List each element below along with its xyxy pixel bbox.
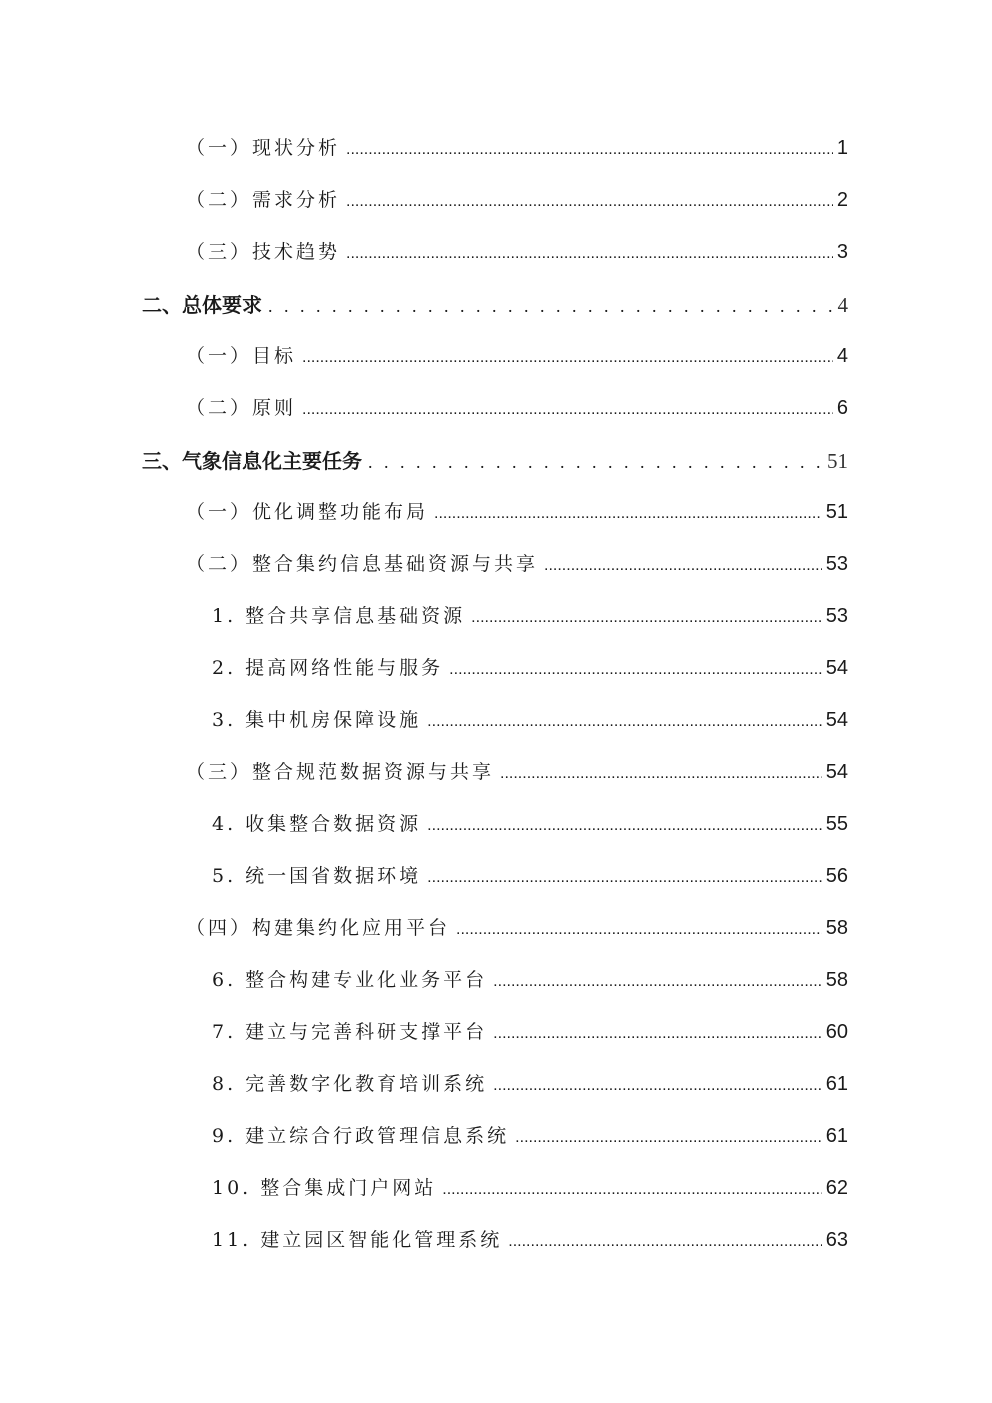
dot-leader (471, 609, 822, 627)
toc-entry-page: 58 (825, 917, 848, 939)
toc-subentry[interactable] (212, 1121, 848, 1148)
toc-entry-label: （二）整合集约信息基础资源与共享 (186, 553, 539, 575)
toc-chapter-page: 51 (827, 449, 848, 473)
dot-leader (493, 1077, 822, 1095)
toc-subentry[interactable] (212, 1173, 848, 1200)
toc-chapter-page: 4 (837, 293, 848, 317)
toc-subentry-page: 63 (825, 1229, 848, 1251)
dot-leader (456, 921, 822, 939)
toc-subentry-label: 9. 建立综合行政管理信息系统 (212, 1125, 510, 1147)
toc-entry-label: （一）优化调整功能布局 (186, 501, 429, 523)
toc-entry-label: （二）需求分析 (186, 189, 341, 211)
toc-entry-page: 54 (825, 761, 848, 783)
toc-chapter-label: 二、总体要求 (142, 293, 262, 317)
toc-entry-page: 2 (836, 189, 848, 211)
toc-entry-page: 4 (836, 345, 848, 367)
toc-subentry-page: 54 (825, 657, 848, 679)
dot-leader (427, 869, 822, 887)
toc-entry[interactable] (186, 497, 848, 524)
toc-entry-label: （三）整合规范数据资源与共享 (186, 761, 495, 783)
toc-subentry-label: 10. 整合集成门户网站 (212, 1177, 437, 1199)
toc-entry[interactable] (186, 237, 848, 264)
dot-leader (493, 1025, 822, 1043)
dot-leader (427, 817, 822, 835)
toc-subentry[interactable] (212, 1225, 848, 1252)
toc-entry[interactable] (186, 757, 848, 784)
toc-subentry-page: 55 (825, 813, 848, 835)
toc-subentry-page: 61 (825, 1125, 848, 1147)
dot-leader (544, 557, 822, 575)
toc-subentry-page: 61 (825, 1073, 848, 1095)
toc-subentry[interactable] (212, 965, 848, 992)
toc-entry-page: 51 (825, 501, 848, 523)
dot-leader (449, 661, 822, 679)
dot-leader (493, 973, 822, 991)
toc-entry-label: （一）目标 (186, 345, 297, 367)
toc-subentry-label: 3. 集中机房保障设施 (212, 709, 422, 731)
toc-entry-label: （一）现状分析 (186, 137, 341, 159)
toc-subentry[interactable] (212, 705, 848, 732)
toc-subentry[interactable] (212, 1017, 848, 1044)
toc-subentry-page: 53 (825, 605, 848, 627)
dot-leader (368, 452, 823, 473)
toc-entry[interactable] (186, 341, 848, 368)
toc-subentry[interactable] (212, 653, 848, 680)
dot-leader (302, 349, 833, 367)
toc-subentry-label: 7. 建立与完善科研支撑平台 (212, 1021, 488, 1043)
toc-subentry[interactable] (212, 601, 848, 628)
toc-entry-page: 6 (836, 397, 848, 419)
toc-subentry-page: 56 (825, 865, 848, 887)
toc-subentry[interactable] (212, 1069, 848, 1096)
dot-leader (515, 1129, 822, 1147)
toc-subentry-page: 58 (825, 969, 848, 991)
toc-entry-page: 3 (836, 241, 848, 263)
toc-subentry[interactable] (212, 809, 848, 836)
toc-entry-label: （三）技术趋势 (186, 241, 341, 263)
toc-chapter-label: 三、气象信息化主要任务 (142, 449, 362, 473)
toc-subentry-page: 60 (825, 1021, 848, 1043)
dot-leader (268, 296, 834, 317)
toc-entry[interactable] (186, 133, 848, 160)
toc-subentry[interactable] (212, 861, 848, 888)
toc-subentry-label: 6. 整合构建专业化业务平台 (212, 969, 488, 991)
dot-leader (434, 505, 822, 523)
dot-leader (508, 1233, 821, 1251)
toc-chapter[interactable] (142, 289, 848, 318)
toc-entry-page: 1 (836, 137, 848, 159)
toc-subentry-label: 8. 完善数字化教育培训系统 (212, 1073, 488, 1095)
toc-entry-page: 53 (825, 553, 848, 575)
toc-entry[interactable] (186, 549, 848, 576)
dot-leader (346, 193, 833, 211)
toc-subentry-page: 62 (825, 1177, 848, 1199)
toc-subentry-label: 1. 整合共享信息基础资源 (212, 605, 466, 627)
dot-leader (500, 765, 822, 783)
toc-chapter[interactable] (142, 445, 848, 474)
toc-subentry-label: 11. 建立园区智能化管理系统 (212, 1229, 503, 1251)
toc-entry[interactable] (186, 185, 848, 212)
toc-subentry-label: 2. 提高网络性能与服务 (212, 657, 444, 679)
dot-leader (442, 1181, 821, 1199)
dot-leader (346, 141, 833, 159)
toc-entry-label: （四）构建集约化应用平台 (186, 917, 451, 939)
dot-leader (302, 401, 833, 419)
toc-subentry-label: 4. 收集整合数据资源 (212, 813, 422, 835)
toc-entry-label: （二）原则 (186, 397, 297, 419)
toc-entry[interactable] (186, 913, 848, 940)
toc-subentry-label: 5. 统一国省数据环境 (212, 865, 422, 887)
dot-leader (346, 245, 833, 263)
toc-entry[interactable] (186, 393, 848, 420)
dot-leader (427, 713, 822, 731)
toc-subentry-page: 54 (825, 709, 848, 731)
